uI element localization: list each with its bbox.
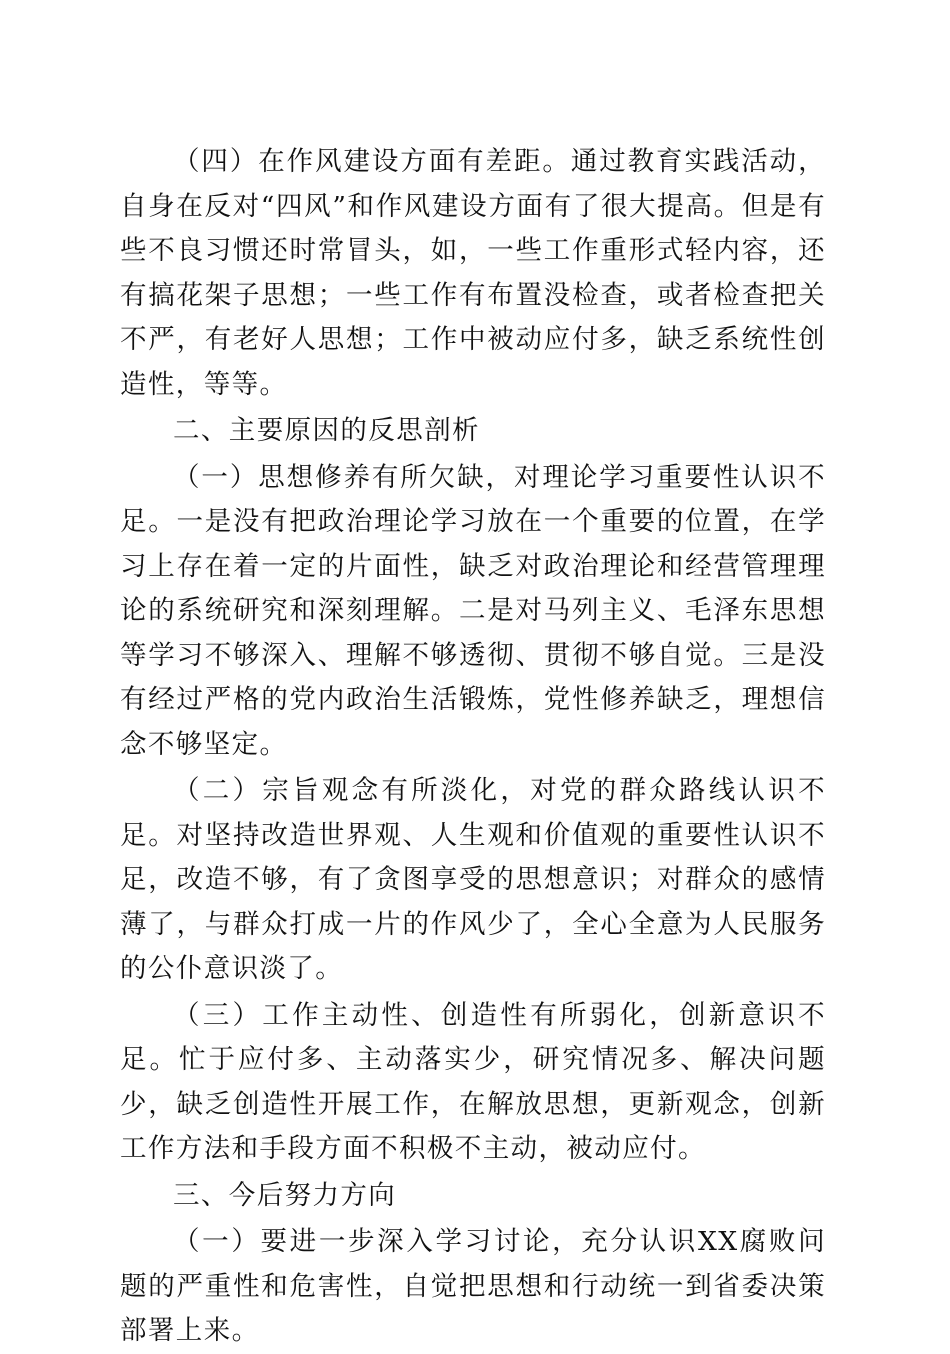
section-heading-cause-analysis: 二、主要原因的反思剖析 (173, 415, 480, 446)
paragraph-initiative-creativity: （三）工作主动性、创造性有所弱化，创新意识不足。忙于应付多、主动落实少，研究情况多、解决问题少，缺乏创造性开展工作，在解放思想，更新观念，创新工作方法和手段方面不积极不主动，被动应付。 (120, 999, 826, 1164)
paragraph-further-study: （一）要进一步深入学习讨论，充分认识XX腐败问题的严重性和危害性，自觉把思想和行动统一到省委决策部署上来。 (120, 1226, 826, 1346)
section-heading-future-direction: 三、今后努力方向 (173, 1179, 397, 1211)
document-body (120, 140, 826, 1354)
paragraph-ideological-cultivation: （一）思想修养有所欠缺，对理论学习重要性认识不足。一是没有把政治理论学习放在一个重要的位置，在学习上存在着一定的片面性，缺乏对政治理论和经营管理理论的系统研究和深刻理解。二是对马列主义、毛泽东思想等学习不够深入、理解不够透彻、贯彻不够自觉。三是没有经过严格的党内政治生活锻炼，党性修养缺乏，理想信念不够坚定。 (120, 461, 826, 760)
paragraph-purpose-concept: （二）宗旨观念有所淡化，对党的群众路线认识不足。对坚持改造世界观、人生观和价值观的重要性认识不足，改造不够，有了贪图享受的思想意识；对群众的感情薄了，与群众打成一片的作风少了，全心全意为人民服务的公仆意识淡了。 (120, 775, 826, 984)
paragraph-work-style-gap: （四）在作风建设方面有差距。通过教育实践活动，自身在反对“四风”和作风建设方面有了很大提高。但是有些不良习惯还时常冒头，如，一些工作重形式轻内容，还有搞花架子思想；一些工作有布置没检查，或者检查把关不严，有老好人思想；工作中被动应付多，缺乏系统性创造性，等等。 (120, 146, 826, 400)
